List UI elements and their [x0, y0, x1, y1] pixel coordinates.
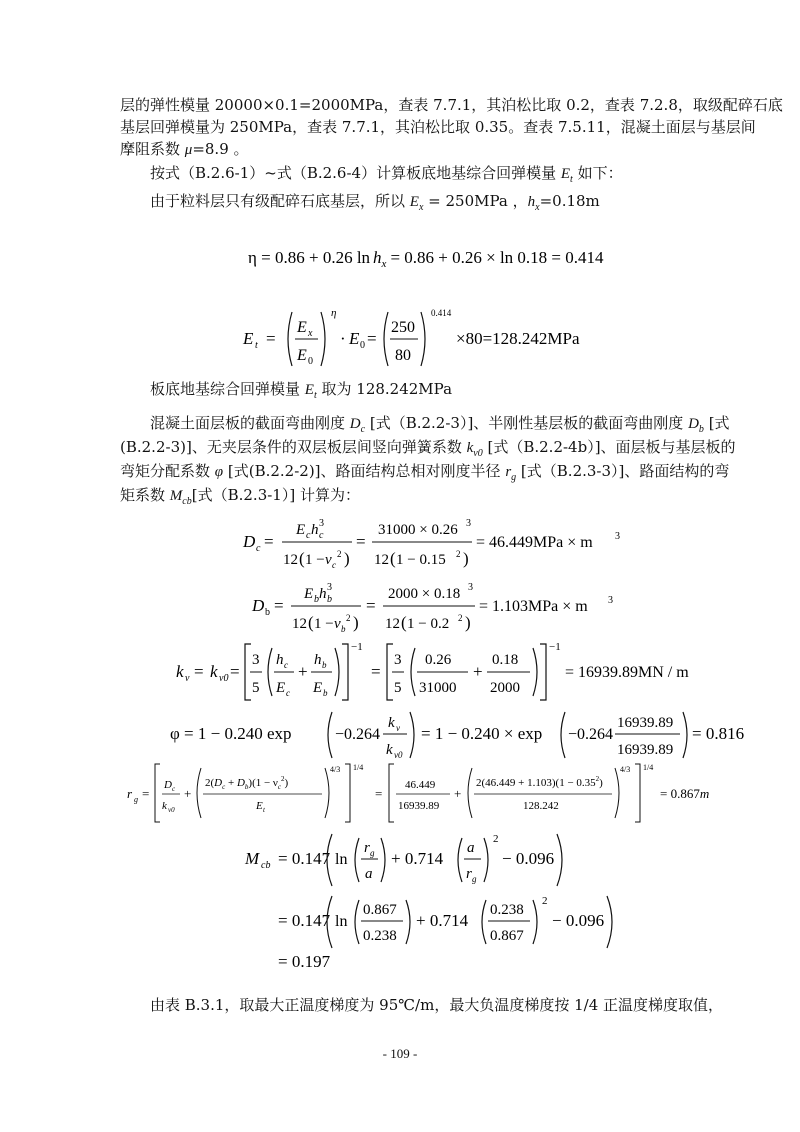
svg-text:16939.89: 16939.89	[617, 742, 674, 758]
svg-text:−0.264: −0.264	[335, 726, 381, 743]
svg-text:46.449: 46.449	[405, 779, 436, 791]
svg-text:= 46.449MPa × m: = 46.449MPa × m	[476, 534, 593, 551]
equation-et	[0, 304, 800, 374]
svg-text:g: g	[370, 848, 375, 858]
svg-text:ln: ln	[335, 851, 348, 868]
svg-text:k: k	[210, 662, 218, 681]
svg-text:r: r	[466, 866, 472, 882]
paragraph-line: 由表 B.3.1，取最大正温度梯度为 95℃/m，最大负温度梯度按 1/4 正温度梯度取值，	[150, 996, 724, 1014]
svg-text:0.867: 0.867	[363, 902, 397, 918]
svg-text:0.867: 0.867	[490, 928, 524, 944]
svg-text:3: 3	[327, 582, 332, 593]
svg-text:v: v	[185, 673, 190, 684]
svg-text:=: =	[266, 329, 276, 348]
svg-text:128.242: 128.242	[523, 800, 559, 812]
svg-text:5: 5	[394, 680, 402, 696]
svg-text:E: E	[313, 680, 323, 696]
svg-text:+ 0.714: + 0.714	[416, 911, 469, 930]
svg-text:2: 2	[493, 833, 499, 845]
svg-text:2000: 2000	[490, 680, 520, 696]
svg-text:E: E	[296, 522, 306, 538]
svg-text:k: k	[176, 662, 184, 681]
svg-text:D: D	[164, 779, 172, 791]
svg-text:16939.89: 16939.89	[398, 800, 440, 812]
svg-text:h: h	[311, 522, 319, 538]
svg-text:): )	[353, 613, 359, 632]
svg-text:=: =	[142, 786, 150, 801]
svg-text:E: E	[276, 680, 286, 696]
svg-text:c: c	[286, 688, 290, 698]
svg-text:= 0.816: = 0.816	[692, 724, 745, 743]
svg-text:(: (	[308, 613, 314, 632]
svg-text:12: 12	[283, 552, 298, 568]
svg-text:(: (	[390, 549, 396, 568]
paragraph-line: 矩系数 $M_{cb}$[式（B.2.3-1）] 计算为：	[120, 486, 360, 507]
svg-text:+: +	[473, 662, 483, 681]
svg-text:c: c	[306, 530, 311, 541]
svg-text:31000 × 0.26: 31000 × 0.26	[378, 522, 458, 538]
equation-mcb	[0, 830, 800, 978]
svg-text:v0: v0	[394, 750, 403, 760]
paragraph-line: 摩阻系数 μ=8.9 。	[120, 140, 249, 158]
svg-text:0.18: 0.18	[492, 652, 519, 668]
svg-text:1 −: 1 −	[305, 552, 325, 568]
svg-text:=: =	[375, 786, 383, 801]
equation-eta	[0, 240, 800, 274]
svg-text:3: 3	[394, 652, 402, 668]
svg-text:η: η	[331, 307, 337, 319]
svg-text:1/4: 1/4	[353, 763, 364, 772]
svg-text:D: D	[252, 596, 265, 615]
svg-text:b: b	[323, 688, 328, 698]
equation-kv	[0, 640, 800, 704]
svg-text:3: 3	[468, 582, 473, 593]
paragraph-line: 按式（B.2.6-1）~式（B.2.6-4）计算板底地基综合回弹模量 $E_t$ 如下：	[150, 164, 623, 185]
svg-text:3: 3	[615, 531, 620, 542]
svg-text:r: r	[127, 786, 133, 801]
svg-text:3: 3	[252, 652, 260, 668]
svg-text:+: +	[298, 662, 308, 681]
paragraph-line: 由于粒料层只有级配碎石底基层，所以 $E_x = 250MPa$ ，$h_x=0.18m$	[150, 192, 600, 213]
svg-text:E: E	[349, 329, 360, 348]
svg-text:16939.89: 16939.89	[617, 715, 674, 731]
svg-text:a: a	[467, 840, 475, 856]
svg-text:b: b	[265, 607, 270, 618]
svg-text:2: 2	[346, 613, 351, 623]
svg-text:= 0.147: = 0.147	[278, 911, 331, 930]
svg-text:b: b	[322, 660, 327, 670]
svg-text:1 − 0.15: 1 − 0.15	[396, 552, 446, 568]
svg-text:=: =	[367, 329, 377, 348]
svg-text:h: h	[276, 652, 284, 668]
svg-text:80: 80	[395, 347, 411, 364]
svg-text:v0: v0	[219, 673, 229, 684]
svg-text:2(Dc + Db)(1 − νc2): $2(D_c + D_b)(1 - \nu_c^2)$	[205, 775, 289, 791]
svg-text:− 0.096: − 0.096	[552, 911, 605, 930]
svg-text:k: k	[388, 715, 395, 731]
svg-text:2: 2	[542, 895, 548, 907]
svg-text:=: =	[366, 596, 376, 615]
svg-text:2: 2	[456, 549, 461, 559]
svg-text:1/4: 1/4	[643, 763, 654, 772]
svg-text:+ 0.714: + 0.714	[391, 849, 444, 868]
svg-text:b: b	[341, 624, 346, 634]
svg-text:E: E	[297, 347, 307, 364]
svg-text:5: 5	[252, 680, 260, 696]
svg-text:=: =	[194, 662, 204, 681]
svg-text:b: b	[327, 594, 332, 605]
svg-text:3: 3	[466, 518, 471, 529]
svg-text:−1: −1	[351, 641, 363, 653]
svg-text:M: M	[245, 849, 260, 868]
svg-text:v0: v0	[168, 806, 175, 814]
svg-text:0.238: 0.238	[363, 928, 397, 944]
svg-text:c: c	[332, 560, 336, 570]
svg-text:E: E	[256, 800, 263, 812]
svg-text:12: 12	[385, 616, 400, 632]
paragraph-line: 混凝土面层板的截面弯曲刚度 $D_c$ [式（B.2.2-3）]、半刚性基层板的截面弯曲刚度 $D_b$ [式	[150, 414, 730, 435]
svg-text:c: c	[172, 785, 176, 793]
page-number: - 109 -	[382, 1046, 418, 1061]
svg-text:): )	[344, 549, 350, 568]
svg-text:b: b	[314, 594, 319, 605]
paragraph-line: 板底地基综合回弹模量 $E_t$ 取为 128.242MPa	[150, 380, 453, 401]
equation-phi	[0, 706, 800, 764]
svg-text:t: t	[255, 340, 258, 351]
svg-text:2(46.449 + 1.103)(1 − 0.352): $2(46.449 + 1.103)(1 - 0.35^2)$	[476, 775, 603, 789]
svg-text:=: =	[356, 532, 366, 551]
svg-text:φ = 1 − 0.240 exp: φ = 1 − 0.240 exp	[170, 724, 292, 743]
svg-text:12: 12	[374, 552, 389, 568]
svg-text:31000: 31000	[419, 680, 457, 696]
svg-text:= 1 − 0.240 × exp: = 1 − 0.240 × exp	[421, 724, 543, 743]
svg-text:h: h	[319, 586, 327, 602]
svg-text:=: =	[371, 662, 381, 681]
svg-text:2: 2	[337, 549, 342, 559]
svg-text:ν: ν	[334, 616, 341, 632]
svg-text:): )	[465, 613, 471, 632]
svg-text:0.26: 0.26	[425, 652, 452, 668]
svg-text:h: h	[314, 652, 322, 668]
svg-text:k: k	[162, 800, 167, 812]
paragraph-line: 层的弹性模量 20000×0.1=2000MPa，查表 7.7.1，其泊松比取 0.2，查表 7.2.8，取级配碎石底	[120, 96, 783, 114]
svg-text:3: 3	[319, 518, 324, 529]
equation-db	[0, 576, 800, 638]
svg-text:c: c	[319, 530, 324, 541]
equation-dc	[0, 512, 800, 574]
svg-text:0: 0	[360, 340, 365, 351]
svg-text:0: 0	[308, 356, 313, 367]
svg-text:4/3: 4/3	[620, 765, 631, 774]
svg-text:D: D	[243, 532, 256, 551]
svg-text:g: g	[472, 874, 477, 884]
svg-text:E: E	[243, 329, 254, 348]
svg-text:(: (	[299, 549, 305, 568]
svg-text:·: ·	[340, 329, 346, 348]
svg-text:(: (	[401, 613, 407, 632]
paragraph-line: 基层回弹模量为 250MPa，查表 7.7.1，其泊松比取 0.35。查表 7.5.11，混凝土面层与基层间	[120, 118, 756, 136]
svg-text:+: +	[184, 786, 192, 801]
svg-text:−0.264: −0.264	[568, 726, 614, 743]
equation-rg	[0, 760, 800, 826]
svg-text:= 0.867m: = 0.867m	[660, 786, 710, 801]
svg-text:c: c	[284, 660, 288, 670]
svg-text:250: 250	[391, 319, 415, 336]
svg-text:η = 0.86 + 0.26 lnhx= 0.86 + 0: η = 0.86 + 0.26 $\ln h_x = 0.86 + 0.26 \times \ln 0.18 = 0.414$	[248, 248, 604, 270]
svg-text:+: +	[454, 786, 462, 801]
svg-text:12: 12	[292, 616, 307, 632]
svg-text:=: =	[230, 662, 240, 681]
svg-text:k: k	[386, 742, 393, 758]
svg-text:×80=128.242MPa: ×80=128.242MPa	[456, 329, 580, 348]
svg-text:0.414: 0.414	[431, 308, 452, 318]
svg-text:): )	[463, 549, 469, 568]
svg-text:= 0.197: = 0.197	[278, 952, 331, 971]
svg-text:0.238: 0.238	[490, 902, 524, 918]
svg-text:=: =	[264, 532, 274, 551]
svg-text:1 − 0.2: 1 − 0.2	[407, 616, 450, 632]
svg-text:− 0.096: − 0.096	[502, 849, 555, 868]
svg-text:2000 × 0.18: 2000 × 0.18	[388, 586, 461, 602]
svg-text:=: =	[274, 596, 284, 615]
svg-text:2: 2	[458, 613, 463, 623]
svg-text:x: x	[308, 328, 313, 339]
svg-text:= 16939.89MN / m: = 16939.89MN / m	[565, 664, 689, 681]
svg-text:r: r	[364, 840, 370, 856]
svg-text:= 0.147: = 0.147	[278, 849, 331, 868]
svg-text:−1: −1	[549, 641, 561, 653]
svg-text:1 −: 1 −	[314, 616, 334, 632]
svg-text:3: 3	[608, 595, 613, 606]
svg-text:ln: ln	[335, 913, 348, 930]
svg-text:a: a	[365, 866, 373, 882]
svg-text:ν: ν	[325, 552, 332, 568]
svg-text:4/3: 4/3	[330, 765, 341, 774]
svg-text:E: E	[304, 586, 314, 602]
svg-text:= 1.103MPa × m: = 1.103MPa × m	[479, 598, 588, 615]
svg-text:E: E	[297, 319, 307, 336]
svg-text:v: v	[396, 723, 400, 733]
paragraph-line: (B.2.2-3)]、无夹层条件的双层板层间竖向弹簧系数 $k_{v0}$ [式（B.2.2-4b）]、面层板与基层板的	[120, 438, 736, 459]
svg-text:cb: cb	[261, 860, 271, 871]
svg-text:c: c	[256, 543, 261, 554]
svg-text:g: g	[134, 795, 138, 804]
svg-text:t: t	[263, 806, 265, 814]
paragraph-line: 弯矩分配系数 φ [式(B.2.2-2)]、路面结构总相对刚度半径 $r_g$ [式（B.2.3-3）]、路面结构的弯	[120, 462, 730, 483]
